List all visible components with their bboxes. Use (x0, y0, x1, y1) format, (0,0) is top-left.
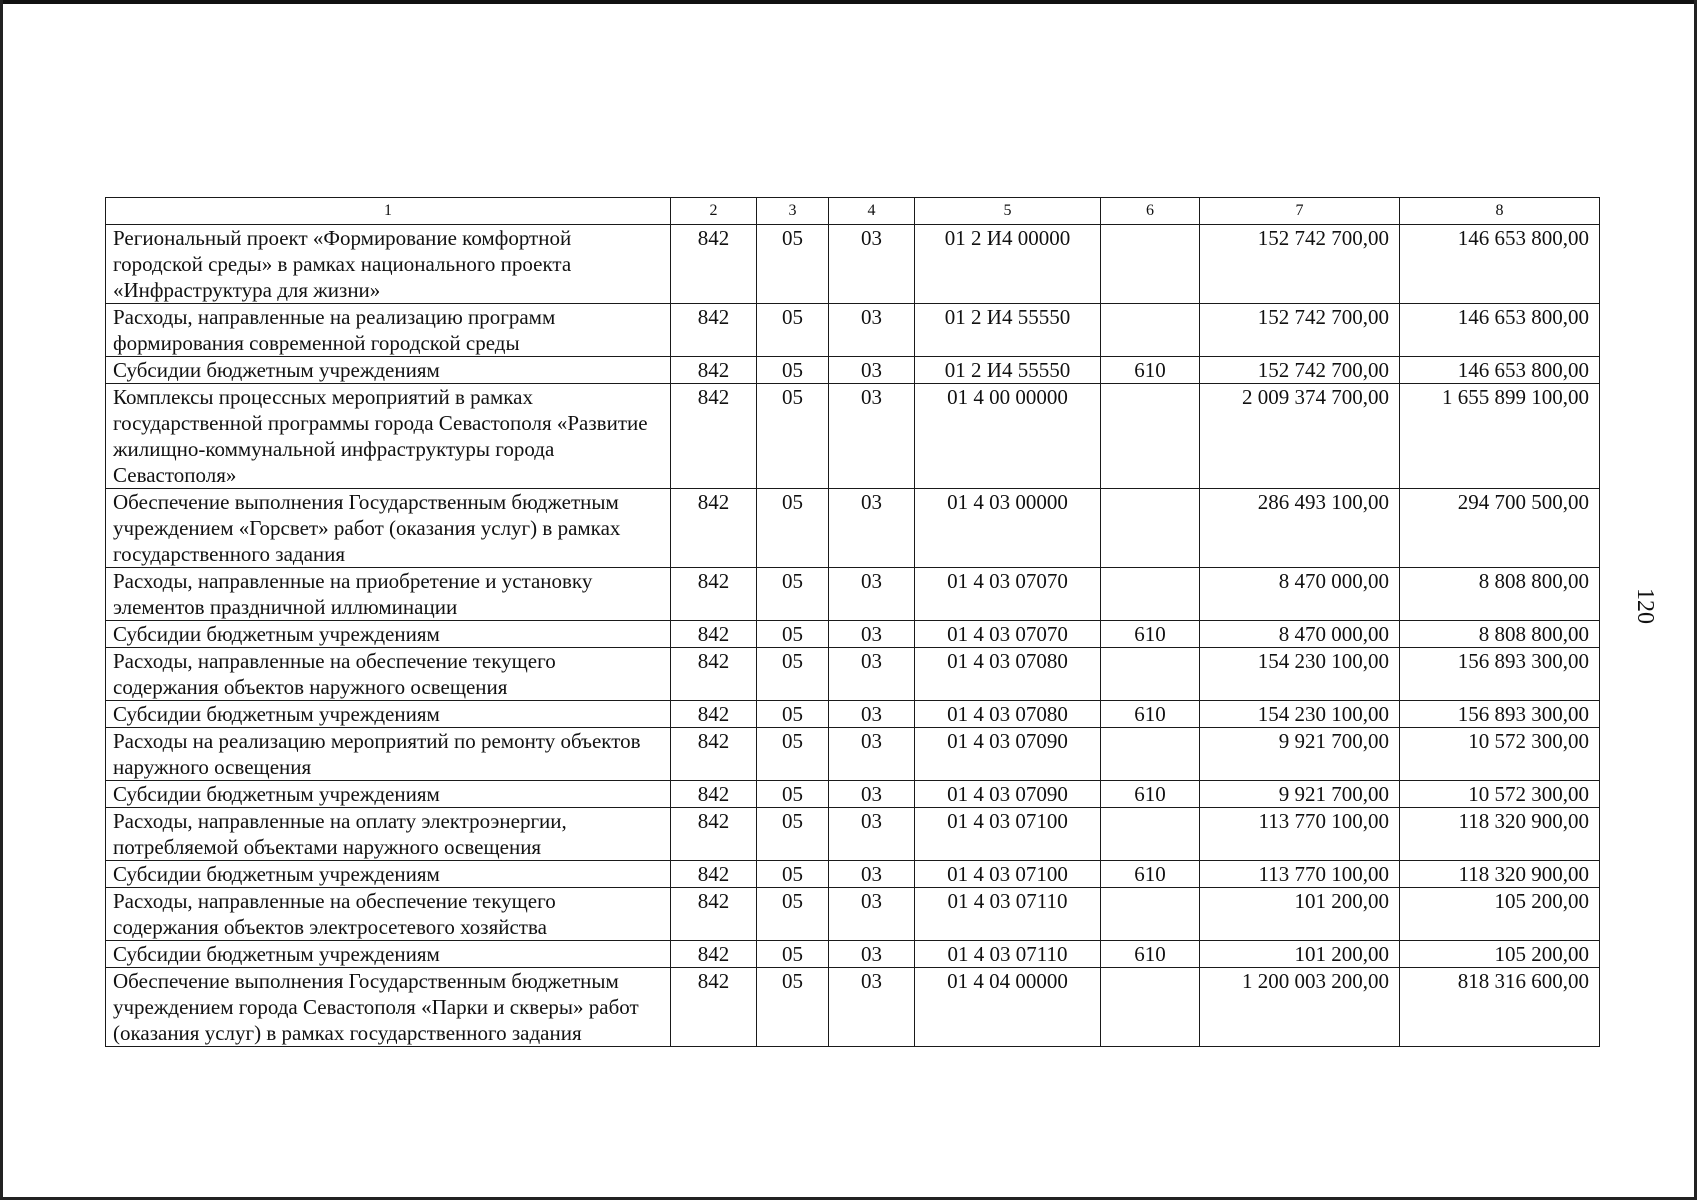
row-section-cell: 05 (757, 701, 829, 728)
row-subsection-cell: 03 (829, 225, 915, 304)
row-expense-type-cell: 610 (1101, 621, 1200, 648)
row-code-cell: 842 (671, 357, 757, 384)
row-subsection-cell: 03 (829, 728, 915, 781)
row-name-cell: Субсидии бюджетным учреждениям (106, 621, 671, 648)
row-name-cell: Региональный проект «Формирование комфортной городской среды» в рамках национального проекта «Инфраструктура для жизни» (106, 225, 671, 304)
table-row (106, 941, 1600, 968)
row-amount-year2-cell: 818 316 600,00 (1400, 968, 1600, 1047)
row-amount-year1-cell: 8 470 000,00 (1200, 568, 1400, 621)
row-amount-year1-cell: 113 770 100,00 (1200, 861, 1400, 888)
row-code-cell: 842 (671, 304, 757, 357)
row-subsection-cell: 03 (829, 701, 915, 728)
header-col-3: 3 (757, 198, 829, 225)
row-amount-year2-cell: 118 320 900,00 (1400, 861, 1600, 888)
row-subsection-cell: 03 (829, 941, 915, 968)
row-subsection-cell: 03 (829, 648, 915, 701)
row-target-article-cell: 01 4 00 00000 (915, 384, 1101, 489)
row-section-cell: 05 (757, 728, 829, 781)
row-name-cell: Субсидии бюджетным учреждениям (106, 701, 671, 728)
row-target-article-cell: 01 4 03 07090 (915, 781, 1101, 808)
header-col-2: 2 (671, 198, 757, 225)
header-col-5: 5 (915, 198, 1101, 225)
row-amount-year1-cell: 154 230 100,00 (1200, 701, 1400, 728)
row-amount-year1-cell: 101 200,00 (1200, 941, 1400, 968)
row-subsection-cell: 03 (829, 357, 915, 384)
row-amount-year2-cell: 146 653 800,00 (1400, 304, 1600, 357)
row-subsection-cell: 03 (829, 888, 915, 941)
row-section-cell: 05 (757, 861, 829, 888)
row-name-cell: Субсидии бюджетным учреждениям (106, 861, 671, 888)
row-name-cell: Расходы, направленные на обеспечение текущего содержания объектов наружного освещения (106, 648, 671, 701)
row-amount-year2-cell: 10 572 300,00 (1400, 781, 1600, 808)
row-target-article-cell: 01 4 03 07110 (915, 888, 1101, 941)
row-subsection-cell: 03 (829, 808, 915, 861)
row-code-cell: 842 (671, 861, 757, 888)
row-amount-year2-cell: 8 808 800,00 (1400, 621, 1600, 648)
table-row (106, 225, 1600, 304)
row-section-cell: 05 (757, 304, 829, 357)
row-subsection-cell: 03 (829, 568, 915, 621)
row-expense-type-cell (1101, 968, 1200, 1047)
row-section-cell: 05 (757, 968, 829, 1047)
row-subsection-cell: 03 (829, 384, 915, 489)
row-target-article-cell: 01 4 03 07090 (915, 728, 1101, 781)
row-code-cell: 842 (671, 648, 757, 701)
scan-border-left (0, 0, 3, 1200)
row-expense-type-cell (1101, 304, 1200, 357)
row-section-cell: 05 (757, 225, 829, 304)
table-row (106, 621, 1600, 648)
row-expense-type-cell (1101, 489, 1200, 568)
table-row (106, 808, 1600, 861)
row-name-cell: Субсидии бюджетным учреждениям (106, 781, 671, 808)
row-section-cell: 05 (757, 384, 829, 489)
scan-border-top (0, 0, 1697, 4)
row-amount-year1-cell: 9 921 700,00 (1200, 728, 1400, 781)
row-expense-type-cell (1101, 888, 1200, 941)
table-row (106, 384, 1600, 489)
row-target-article-cell: 01 4 03 07100 (915, 808, 1101, 861)
row-name-cell: Расходы, направленные на реализацию программ формирования современной городской среды (106, 304, 671, 357)
table-row (106, 489, 1600, 568)
row-subsection-cell: 03 (829, 489, 915, 568)
header-col-4: 4 (829, 198, 915, 225)
row-expense-type-cell: 610 (1101, 861, 1200, 888)
row-expense-type-cell (1101, 808, 1200, 861)
row-name-cell: Обеспечение выполнения Государственным бюджетным учреждением «Горсвет» работ (оказания услуг) в рамках государственного задания (106, 489, 671, 568)
row-code-cell: 842 (671, 621, 757, 648)
row-amount-year2-cell: 146 653 800,00 (1400, 357, 1600, 384)
header-row (106, 198, 1600, 225)
row-section-cell: 05 (757, 621, 829, 648)
table-row (106, 568, 1600, 621)
row-amount-year2-cell: 1 655 899 100,00 (1400, 384, 1600, 489)
row-section-cell: 05 (757, 568, 829, 621)
row-amount-year2-cell: 156 893 300,00 (1400, 648, 1600, 701)
row-amount-year2-cell: 10 572 300,00 (1400, 728, 1600, 781)
table-row (106, 304, 1600, 357)
row-expense-type-cell (1101, 728, 1200, 781)
row-code-cell: 842 (671, 225, 757, 304)
row-name-cell: Субсидии бюджетным учреждениям (106, 941, 671, 968)
page-number: 120 (1632, 588, 1658, 624)
row-expense-type-cell (1101, 568, 1200, 621)
table-row (106, 968, 1600, 1047)
table-body (106, 225, 1600, 1047)
row-amount-year2-cell: 105 200,00 (1400, 888, 1600, 941)
row-amount-year2-cell: 156 893 300,00 (1400, 701, 1600, 728)
row-name-cell: Расходы, направленные на приобретение и установку элементов праздничной иллюминации (106, 568, 671, 621)
row-code-cell: 842 (671, 701, 757, 728)
row-section-cell: 05 (757, 888, 829, 941)
row-target-article-cell: 01 4 03 00000 (915, 489, 1101, 568)
row-section-cell: 05 (757, 808, 829, 861)
row-section-cell: 05 (757, 941, 829, 968)
row-name-cell: Расходы, направленные на оплату электроэнергии, потребляемой объектами наружного освещения (106, 808, 671, 861)
row-target-article-cell: 01 4 04 00000 (915, 968, 1101, 1047)
row-code-cell: 842 (671, 568, 757, 621)
table-row (106, 648, 1600, 701)
row-section-cell: 05 (757, 489, 829, 568)
row-amount-year1-cell: 154 230 100,00 (1200, 648, 1400, 701)
header-col-7: 7 (1200, 198, 1400, 225)
row-subsection-cell: 03 (829, 621, 915, 648)
row-section-cell: 05 (757, 781, 829, 808)
row-target-article-cell: 01 4 03 07100 (915, 861, 1101, 888)
row-target-article-cell: 01 4 03 07110 (915, 941, 1101, 968)
row-name-cell: Субсидии бюджетным учреждениям (106, 357, 671, 384)
row-amount-year2-cell: 118 320 900,00 (1400, 808, 1600, 861)
row-code-cell: 842 (671, 728, 757, 781)
row-amount-year1-cell: 1 200 003 200,00 (1200, 968, 1400, 1047)
row-expense-type-cell: 610 (1101, 357, 1200, 384)
table-row (106, 861, 1600, 888)
header-col-8: 8 (1400, 198, 1600, 225)
row-amount-year1-cell: 152 742 700,00 (1200, 225, 1400, 304)
row-code-cell: 842 (671, 888, 757, 941)
row-target-article-cell: 01 4 03 07070 (915, 621, 1101, 648)
row-name-cell: Расходы на реализацию мероприятий по ремонту объектов наружного освещения (106, 728, 671, 781)
row-amount-year1-cell: 9 921 700,00 (1200, 781, 1400, 808)
row-target-article-cell: 01 2 И4 55550 (915, 357, 1101, 384)
row-amount-year1-cell: 152 742 700,00 (1200, 304, 1400, 357)
row-amount-year1-cell: 113 770 100,00 (1200, 808, 1400, 861)
row-code-cell: 842 (671, 968, 757, 1047)
row-amount-year2-cell: 8 808 800,00 (1400, 568, 1600, 621)
header-col-1: 1 (106, 198, 671, 225)
row-target-article-cell: 01 2 И4 55550 (915, 304, 1101, 357)
row-subsection-cell: 03 (829, 781, 915, 808)
row-expense-type-cell (1101, 384, 1200, 489)
row-target-article-cell: 01 2 И4 00000 (915, 225, 1101, 304)
row-amount-year2-cell: 105 200,00 (1400, 941, 1600, 968)
row-section-cell: 05 (757, 357, 829, 384)
row-amount-year2-cell: 146 653 800,00 (1400, 225, 1600, 304)
row-amount-year1-cell: 101 200,00 (1200, 888, 1400, 941)
row-name-cell: Комплексы процессных мероприятий в рамках государственной программы города Севастополя «Развитие жилищно-коммунальной инфраструктуры города Севастополя» (106, 384, 671, 489)
row-expense-type-cell (1101, 225, 1200, 304)
row-expense-type-cell: 610 (1101, 941, 1200, 968)
row-section-cell: 05 (757, 648, 829, 701)
row-expense-type-cell: 610 (1101, 701, 1200, 728)
table-row (106, 888, 1600, 941)
row-amount-year2-cell: 294 700 500,00 (1400, 489, 1600, 568)
table-row (106, 701, 1600, 728)
budget-table (105, 197, 1600, 1047)
row-target-article-cell: 01 4 03 07080 (915, 648, 1101, 701)
row-expense-type-cell: 610 (1101, 781, 1200, 808)
row-code-cell: 842 (671, 941, 757, 968)
row-subsection-cell: 03 (829, 304, 915, 357)
row-amount-year1-cell: 152 742 700,00 (1200, 357, 1400, 384)
table-row (106, 357, 1600, 384)
row-amount-year1-cell: 2 009 374 700,00 (1200, 384, 1400, 489)
table-row (106, 781, 1600, 808)
table-row (106, 728, 1600, 781)
row-expense-type-cell (1101, 648, 1200, 701)
row-target-article-cell: 01 4 03 07080 (915, 701, 1101, 728)
row-target-article-cell: 01 4 03 07070 (915, 568, 1101, 621)
table-header (106, 198, 1600, 225)
row-amount-year1-cell: 8 470 000,00 (1200, 621, 1400, 648)
row-code-cell: 842 (671, 781, 757, 808)
row-name-cell: Обеспечение выполнения Государственным бюджетным учреждением города Севастополя «Парки и скверы» работ (оказания услуг) в рамках государственного задания (106, 968, 671, 1047)
row-code-cell: 842 (671, 808, 757, 861)
row-name-cell: Расходы, направленные на обеспечение текущего содержания объектов электросетевого хозяйства (106, 888, 671, 941)
header-col-6: 6 (1101, 198, 1200, 225)
row-code-cell: 842 (671, 384, 757, 489)
row-code-cell: 842 (671, 489, 757, 568)
row-subsection-cell: 03 (829, 861, 915, 888)
row-amount-year1-cell: 286 493 100,00 (1200, 489, 1400, 568)
row-subsection-cell: 03 (829, 968, 915, 1047)
